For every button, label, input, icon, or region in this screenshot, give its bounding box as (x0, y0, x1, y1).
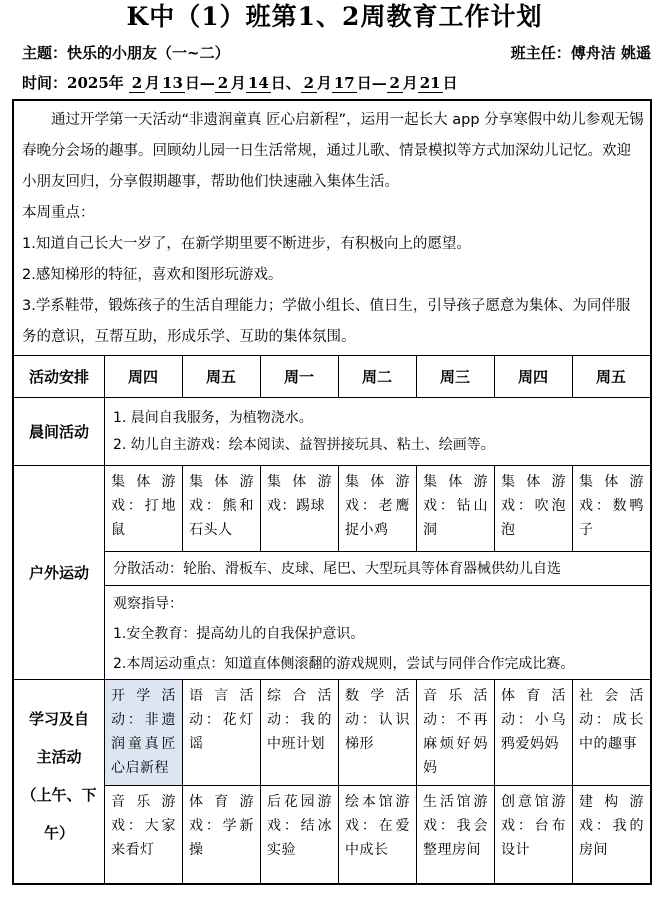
pm-activity-2: 体育游戏：学新操 (189, 794, 254, 858)
theme-label: 主题： (22, 44, 68, 62)
observe-line-2: 2.本周运动重点：知道直体侧滚翻的游戏规则，尝试与同伴合作完成比赛。 (113, 656, 575, 672)
focus-point-2: 2.感知梯形的特征，喜欢和图形玩游戏。 (22, 267, 283, 283)
morning-line-1: 1. 晨间自我服务，为植物浇水。 (113, 410, 313, 426)
morning-line-2: 2. 幼儿自主游戏：绘本阅读、益智拼接玩具、粘土、绘画等。 (113, 437, 495, 453)
am-activity-1: 开学活动：非遗润童真匠心启新程 (105, 680, 182, 785)
header-day-1: 周四 (127, 368, 158, 386)
observe-line-1: 1.安全教育：提高幼儿的自我保护意识。 (113, 626, 365, 642)
time-day-1: 13 (162, 74, 183, 92)
outdoor-observe (105, 587, 650, 681)
time-label: 时间： (22, 74, 68, 92)
am-activity-2: 语言活动：花灯谣 (189, 688, 254, 752)
header-day-4: 周二 (361, 368, 392, 386)
header-day-3: 周一 (283, 368, 314, 386)
page-title: K中（1）班第1、2周教育工作计划 (126, 2, 543, 31)
teacher-line (511, 42, 651, 63)
time-month-1: 2 (129, 74, 145, 93)
header-day-2: 周五 (205, 368, 236, 386)
am-activity-6: 体育活动：小乌鸦爱妈妈 (501, 688, 566, 752)
theme-line (22, 42, 230, 63)
am-activity-7: 社会活动：成长中的趣事 (579, 688, 644, 752)
pm-activity-3: 后花园游戏：结冰实验 (267, 794, 332, 858)
outdoor-scatter: 分散活动：轮胎、滑板车、皮球、尾巴、大型玩具等体育器械供幼儿自选 (113, 561, 561, 577)
pm-activity-1: 音乐游戏：大家来看灯 (111, 794, 176, 858)
time-month-4: 2 (387, 74, 403, 93)
outdoor-game-6: 集体游戏：吹泡泡 (501, 474, 566, 538)
pm-activity-7: 建构游戏：我的房间 (579, 794, 644, 858)
am-activity-4: 数学活动：认识梯形 (345, 688, 410, 752)
outdoor-game-4: 集体游戏：老鹰捉小鸡 (345, 474, 410, 538)
pm-activity-4: 绘本馆游戏：在爱中成长 (345, 794, 410, 858)
outdoor-game-2: 集体游戏：熊和石头人 (189, 474, 254, 538)
plan-table (12, 99, 652, 885)
focus-label: 本周重点： (22, 205, 95, 221)
observe-label: 观察指导： (113, 596, 183, 612)
morning-label: 晨间活动 (28, 423, 89, 441)
outdoor-game-1: 集体游戏：打地鼠 (111, 474, 176, 538)
time-year: 2025年 (67, 74, 124, 92)
focus-point-1: 1.知道自己长大一岁了，在新学期里要不断进步，有积极向上的愿望。 (22, 236, 471, 252)
time-day-2: 14 (247, 74, 269, 92)
header-day-7: 周五 (595, 368, 626, 386)
pm-activity-6: 创意馆游戏：台布设计 (501, 794, 566, 858)
header-day-5: 周三 (439, 368, 470, 386)
am-activity-5: 音乐活动：不再麻烦好妈妈 (423, 688, 488, 776)
teacher-label: 班主任： (510, 44, 571, 62)
outdoor-label: 户外运动 (28, 564, 89, 582)
learning-label: 学习及自 主活动 （上午、下 午） (21, 710, 97, 842)
time-month-3: 2 (301, 74, 317, 93)
focus-point-3: 3.学系鞋带，锻炼孩子的生活自理能力；学做小组长、值日生，引导孩子愿意为集体、为同伴服务的意识，互帮互助，形成乐学、互助的集体氛围。 (22, 298, 631, 345)
pm-activity-5: 生活馆游戏：我会整理房间 (423, 794, 488, 858)
time-day-4: 21 (419, 74, 441, 92)
intro-paragraph: 通过开学第一天活动“非遗润童真 匠心启新程”，运用一起长大 app 分享寒假中幼儿参观无锡春晚分会场的趣事。回顾幼儿园一日生活常规，通过儿歌、情景模拟等方式加深幼儿记忆。欢迎小朋友回归，分享假期趣事，帮助他们快速融入集体生活。 (22, 112, 644, 190)
time-line: 时间：2025年 2 月 13 日— 2 月 14 日、 2 月 17 日— 2 月 21 日 (22, 74, 458, 92)
am-activity-3: 综合活动：我的中班计划 (267, 688, 332, 752)
intro-block (22, 105, 644, 353)
header-label: 活动安排 (28, 368, 89, 386)
time-month-2: 2 (215, 74, 231, 93)
header-day-6: 周四 (517, 368, 548, 386)
time-day-3: 17 (333, 74, 355, 92)
outdoor-game-5: 集体游戏：钻山洞 (423, 474, 488, 538)
theme-value: 快乐的小朋友（一~二） (67, 44, 230, 62)
outdoor-game-3: 集体游戏：踢球 (267, 474, 332, 514)
teacher-value: 傅舟洁 姚遥 (570, 44, 651, 62)
morning-content (105, 403, 650, 461)
outdoor-game-7: 集体游戏：数鸭子 (579, 474, 644, 538)
